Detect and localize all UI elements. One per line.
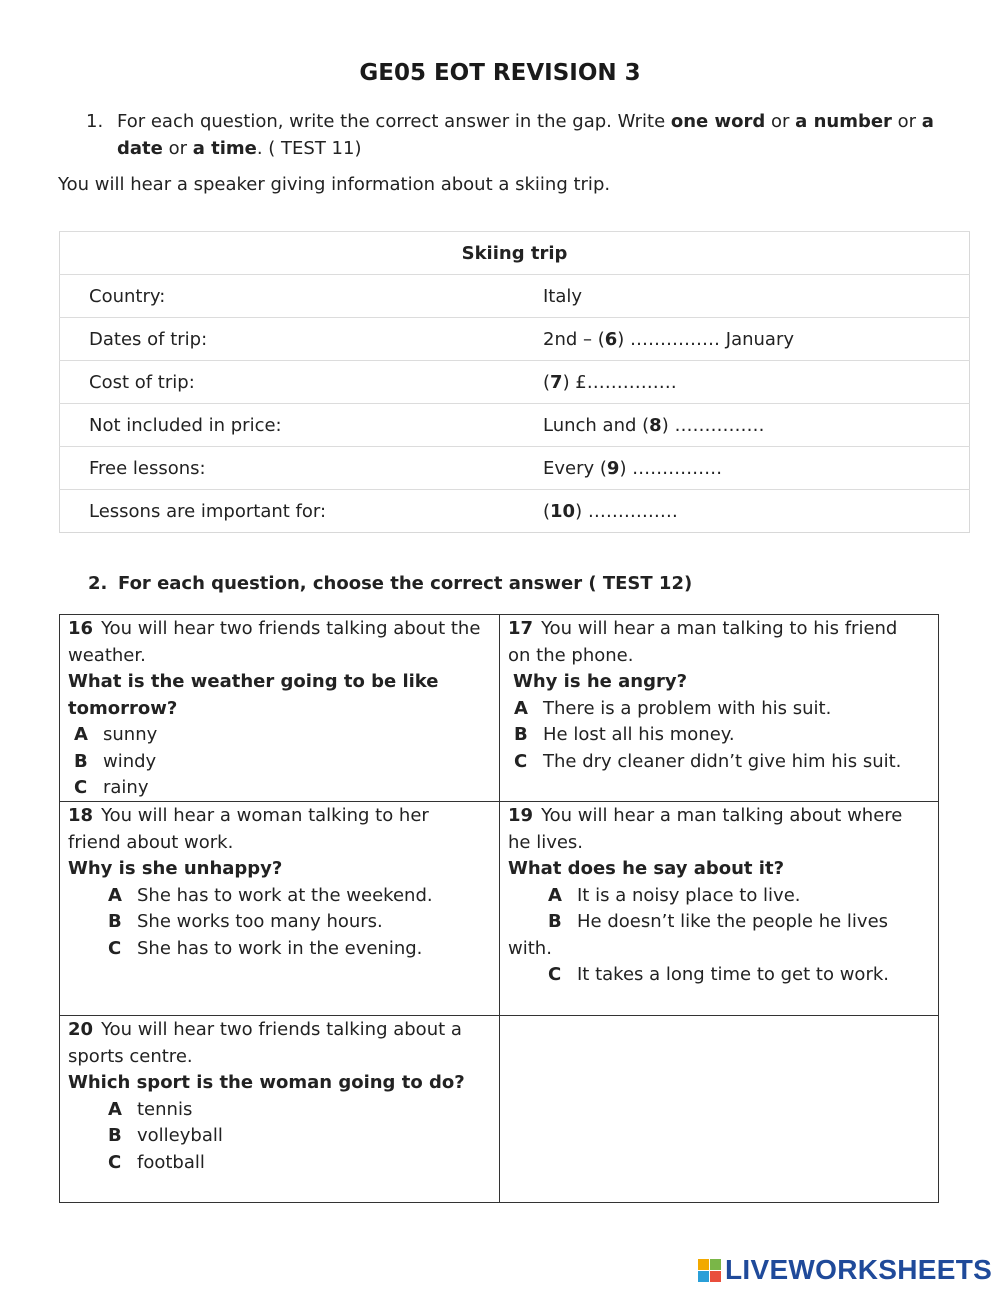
row-value: Italy [543,275,970,318]
option-b-wrap: with. [508,937,552,959]
question-18: 18 You will hear a woman talking to her friend about work. Why is she unhappy? A She has to work at the weekend. B She works too many hours. C She has to work in the evening. [68,803,496,962]
answer-gap-7[interactable]: ) £…………… [562,371,677,393]
option-c[interactable]: C rainy [74,777,149,798]
question-2-number: 2. [88,573,108,594]
question-number: 17 [508,618,534,639]
question-number: 20 [68,1019,94,1040]
question-1-text: For each question, write the correct answer in the gap. Write one word or a number or a date or a time. ( TEST 11) [117,111,934,159]
logo-square [698,1259,709,1270]
skiing-trip-table [59,231,970,533]
table-row [60,447,970,490]
row-label: Dates of trip: [60,318,544,361]
question-2-text: For each question, choose the correct answer ( TEST 12) [118,573,693,594]
grid-divider [499,615,500,1202]
option-b[interactable]: B windy [74,750,157,772]
row-label: Free lessons: [60,447,544,490]
row-label: Lessons are important for: [60,490,544,533]
question-number: 16 [68,618,94,639]
row-value: (7) £…………… [543,361,970,404]
question-20: 20 You will hear two friends talking about a sports centre. Which sport is the woman going to do? A tennis B volleyball C football [68,1017,496,1176]
question-16: 16 You will hear two friends talking about the weather. What is the weather going to be like tomorrow? A sunny B windy C rainy [68,616,496,802]
logo-square [710,1271,721,1282]
table-row [60,275,970,318]
option-a[interactable]: A tennis [108,1098,193,1120]
table-row [60,404,970,447]
row-value: (10) …………… [543,490,970,533]
option-a[interactable]: A sunny [74,724,158,745]
row-label: Country: [60,275,544,318]
question-17: 17 You will hear a man talking to his friend on the phone. Why is he angry? A There is a problem with his suit. B He lost all his money. C The dry cleaner didn’t give him his suit. [508,616,936,775]
option-a[interactable]: A She has to work at the weekend. [108,884,433,906]
table-row [60,490,970,533]
question-1-instruction [86,108,946,162]
question-number: 18 [68,805,94,826]
page-title: GE05 EOT REVISION 3 [359,60,641,86]
option-c[interactable]: C She has to work in the evening. [108,937,423,959]
option-b[interactable]: B He doesn’t like the people he lives [548,911,889,932]
multiple-choice-grid [59,614,939,1203]
liveworksheets-logo [698,1255,992,1285]
logo-text: LIVEWORKSHEETS [725,1254,993,1285]
logo-cube-icon [698,1259,721,1282]
option-c[interactable]: C It takes a long time to get to work. [548,964,889,985]
question-1-number: 1. [86,111,104,132]
table-heading: Skiing trip [60,232,970,275]
table-row [60,318,970,361]
option-c[interactable]: C football [108,1151,205,1173]
question-number: 19 [508,805,534,826]
option-a[interactable]: A It is a noisy place to live. [548,884,801,906]
table-row [60,361,970,404]
question-2-instruction [88,573,692,594]
logo-square [698,1271,709,1282]
option-a[interactable]: A There is a problem with his suit. [514,697,832,719]
row-value: 2nd – (6) …………… January [543,318,970,361]
grid-divider [60,1015,938,1016]
answer-gap-8[interactable]: ) …………… [661,414,765,436]
row-label: Not included in price: [60,404,544,447]
question-1-intro: You will hear a speaker giving information about a skiing trip. [58,174,611,195]
option-c[interactable]: C The dry cleaner didn’t give him his suit. [514,750,902,772]
answer-gap-6[interactable]: ) …………… January [617,328,795,350]
option-b[interactable]: B volleyball [108,1125,223,1146]
answer-gap-10[interactable]: ) …………… [575,500,678,522]
answer-gap-9[interactable]: ) …………… [619,457,723,479]
logo-square [710,1259,721,1270]
row-value: Lunch and (8) …………… [543,404,970,447]
row-label: Cost of trip: [60,361,544,404]
option-b[interactable]: B She works too many hours. [108,911,383,932]
option-b[interactable]: B He lost all his money. [514,724,735,745]
question-19: 19 You will hear a man talking about where he lives. What does he say about it? A It is a noisy place to live. B He doesn’t like the people he lives with. C It takes a long time to get to work. [508,803,936,989]
row-value: Every (9) …………… [543,447,970,490]
